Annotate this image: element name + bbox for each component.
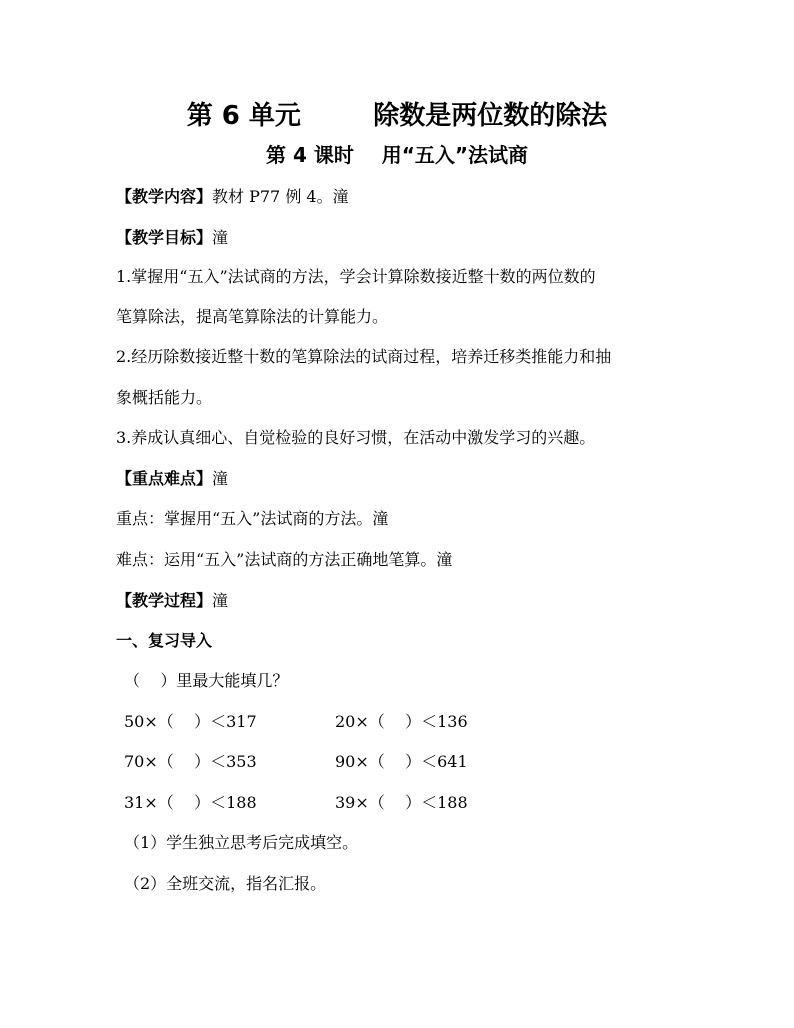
key-point-line	[116, 507, 388, 531]
step-2-text: （2）全班交流，指名汇报。	[124, 874, 327, 893]
teaching-process-label: 【教学过程】	[116, 591, 213, 610]
lesson-title: 第 4 课时 用“五入”法试商	[266, 143, 528, 167]
goal-2-line-b: 象概括能力。	[116, 388, 213, 407]
exercise-left: 70×（ ）＜353	[124, 752, 257, 771]
review-heading: 一、复习导入	[116, 631, 213, 650]
mark-text: 潼	[212, 591, 229, 610]
exercise-right: 20×（ ）＜136	[335, 712, 468, 731]
exercise-right: 90×（ ）＜641	[335, 752, 468, 771]
teaching-content-line	[116, 185, 349, 209]
goal-1-line-a: 1.掌握用“五入”法试商的方法，学会计算除数接近整十数的两位数的	[116, 267, 596, 286]
teaching-content-label: 【教学内容】	[116, 187, 213, 206]
teaching-content-text: 教材 P77 例 4。	[212, 187, 333, 206]
mark-text: 潼	[212, 228, 229, 247]
unit-title: 第 6 单元 除数是两位数的除法	[186, 101, 608, 131]
teaching-goals-label: 【教学目标】	[116, 228, 213, 247]
fill-question: （ ）里最大能填几？	[124, 671, 289, 690]
mark-text: 潼	[212, 469, 229, 488]
goal-3-line: 3.养成认真细心、自觉检验的良好习惯，在活动中激发学习的兴趣。	[116, 428, 596, 447]
mark-text: 潼	[372, 509, 389, 528]
step-1-text: （1）学生独立思考后完成填空。	[124, 833, 359, 852]
key-difficult-label: 【重点难点】	[116, 469, 213, 488]
goal-1-line-b: 笔算除法，提高笔算除法的计算能力。	[116, 307, 389, 326]
difficult-point-line	[116, 548, 452, 572]
exercise-left: 31×（ ）＜188	[124, 793, 257, 812]
key-difficult-line	[116, 467, 228, 491]
mark-text: 潼	[436, 550, 453, 569]
goal-2-line-a: 2.经历除数接近整十数的笔算除法的试商过程，培养迁移类推能力和抽	[116, 347, 612, 366]
exercise-left: 50×（ ）＜317	[124, 712, 257, 731]
key-point-text: 重点：掌握用“五入”法试商的方法。	[116, 509, 373, 528]
mark-text: 潼	[332, 187, 349, 206]
exercise-right: 39×（ ）＜188	[335, 793, 468, 812]
teaching-goals-line	[116, 226, 228, 250]
teaching-process-line	[116, 589, 228, 613]
difficult-point-text: 难点：运用“五入”法试商的方法正确地笔算。	[116, 550, 437, 569]
